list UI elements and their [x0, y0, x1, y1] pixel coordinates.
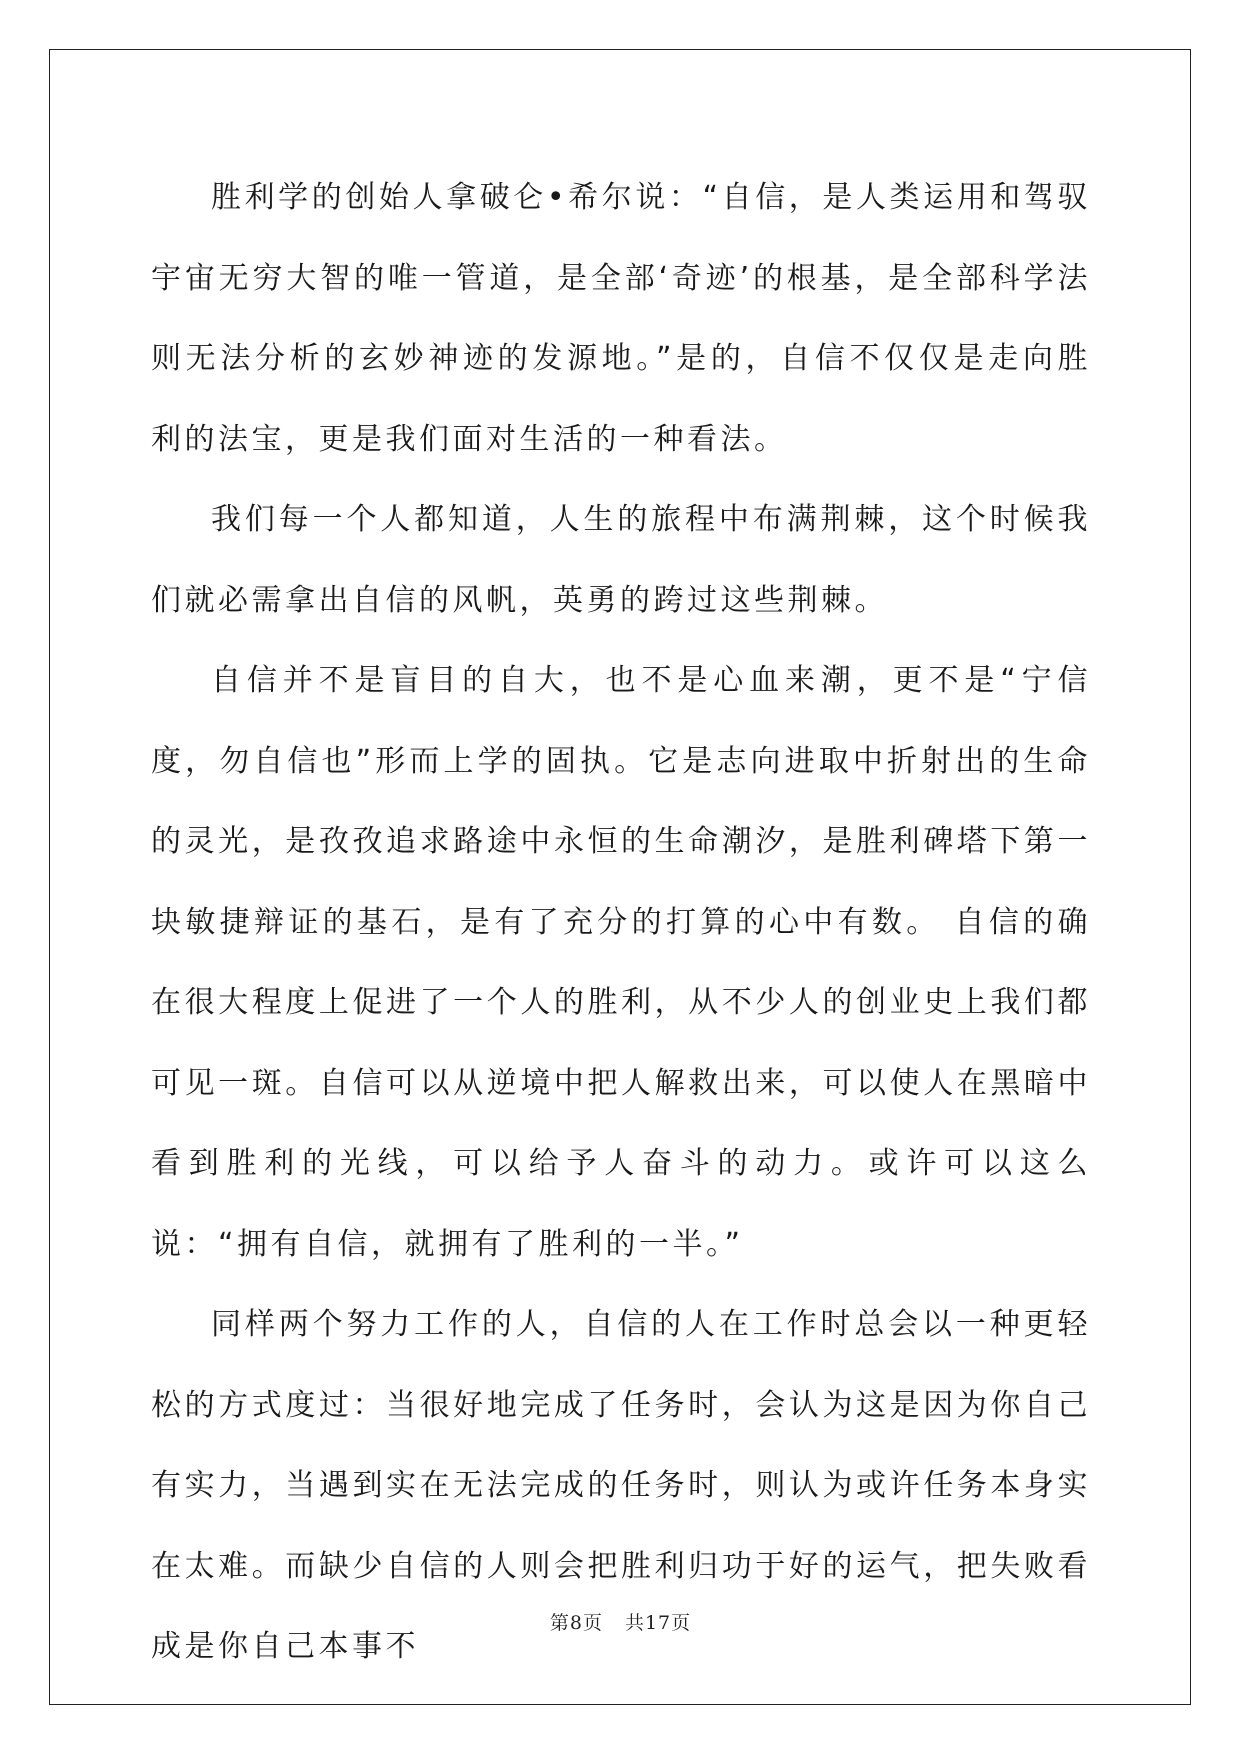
page-number: 第8页	[549, 1612, 603, 1634]
page-total: 共17页	[624, 1612, 692, 1634]
paragraph: 胜利学的创始人拿破仑•希尔说：“自信，是人类运用和驾驭宇宙无穷大智的唯一管道，是全部‘奇迹’的根基，是全部科学法则无法分析的玄妙神迹的发源地。”是的，自信不仅仅是走向胜利的法宝，更是我们面对生活的一种看法。	[151, 180, 1091, 457]
paragraph: 同样两个努力工作的人，自信的人在工作时总会以一种更轻松的方式度过：当很好地完成了任务时，会认为这是因为你自己有实力，当遇到实在无法完成的任务时，则认为或许任务本身实在太难。而缺少自信的人则会把胜利归功于好的运气，把失败看成是你自己本事不	[151, 1307, 1091, 1664]
paragraph: 自信并不是盲目的自大，也不是心血来潮，更不是“宁信度，勿自信也”形而上学的固执。它是志向进取中折射出的生命的灵光，是孜孜追求路途中永恒的生命潮汐，是胜利碑塔下第一块敏捷辩证的基石，是有了充分的打算的心中有数。 自信的确在很大程度上促进了一个人的胜利，从不少人的创业史上我们都可见一斑。自信可以从逆境中把人解救出来，可以使人在黑暗中看到胜利的光线，可以给予人奋斗的动力。或许可以这么说：“拥有自信，就拥有了胜利的一半。”	[151, 663, 1091, 1262]
document-body	[151, 158, 1091, 1688]
page-footer	[0, 1608, 1241, 1635]
paragraph: 我们每一个人都知道，人生的旅程中布满荆棘，这个时候我们就必需拿出自信的风帆，英勇的跨过这些荆棘。	[151, 502, 1091, 618]
